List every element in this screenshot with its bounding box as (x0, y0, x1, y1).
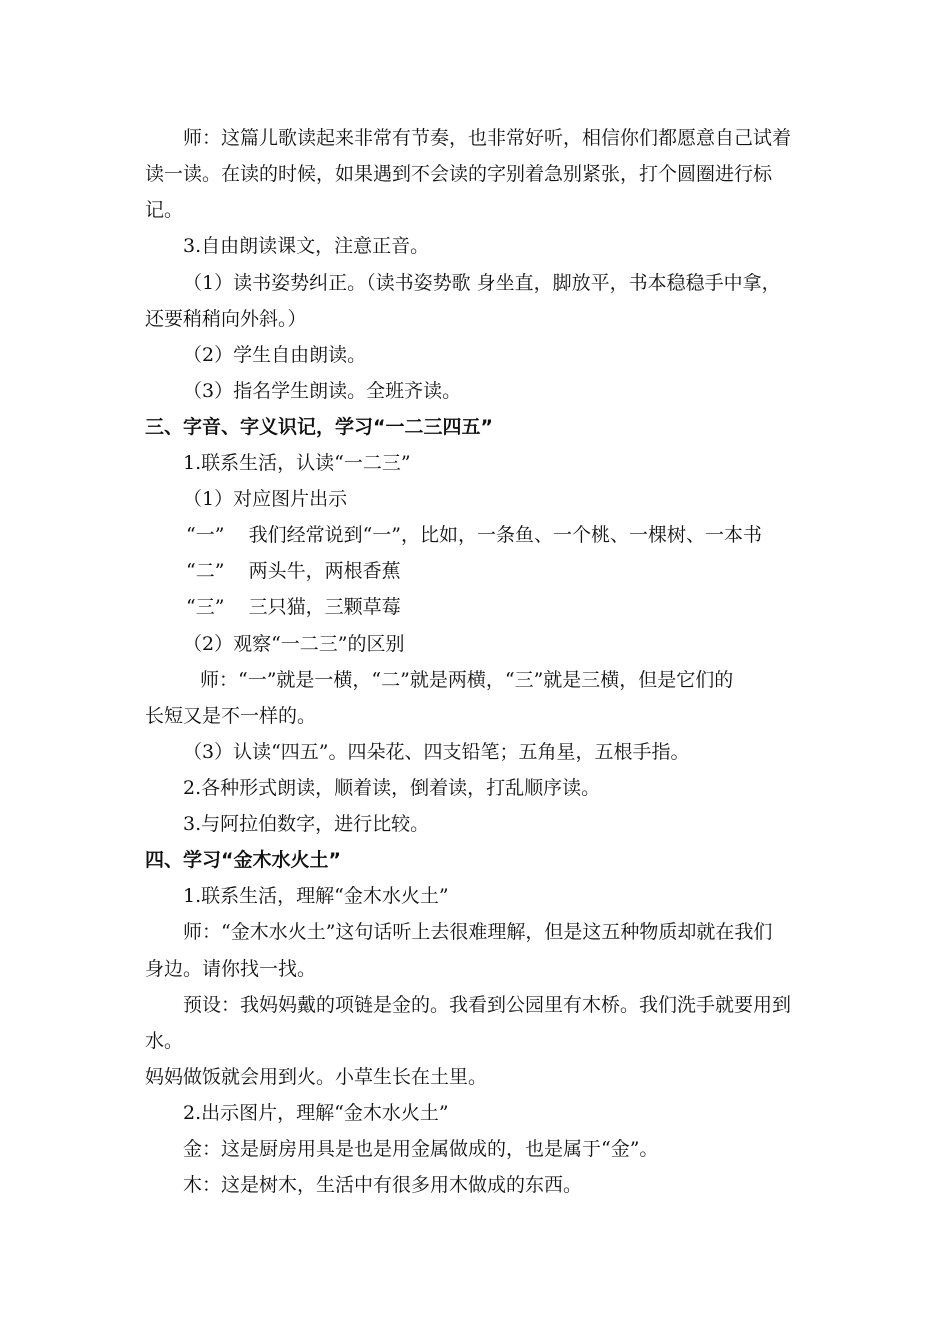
section-heading: 三、字音、字义识记，学习“一二三四五” (145, 416, 493, 438)
paragraph-line: 还要稍稍向外斜。） (145, 308, 307, 330)
paragraph-line: （1）对应图片出示 (183, 488, 348, 510)
paragraph-line: 师：这篇儿歌读起来非常有节奏，也非常好听，相信你们都愿意自己试着 (183, 127, 792, 149)
paragraph-line: 3.与阿拉伯数字，进行比较。 (183, 813, 430, 835)
paragraph-line: “二” 两头牛，两根香蕉 (186, 560, 401, 582)
paragraph-line: 妈妈做饭就会用到火。小草生长在土里。 (145, 1066, 488, 1088)
paragraph-line: “三” 三只猫，三颗草莓 (186, 596, 401, 618)
paragraph-line: 记。 (145, 199, 184, 221)
paragraph-line: （3）指名学生朗读。全班齐读。 (183, 380, 462, 402)
paragraph-line: 1.联系生活，理解“金木水火土” (183, 885, 449, 907)
paragraph-line: 3.自由朗读课文，注意正音。 (183, 235, 430, 257)
paragraph-line: 长短又是不一样的。 (145, 705, 317, 727)
paragraph-line: 预设：我妈妈戴的项链是金的。我看到公园里有木桥。我们洗手就要用到 (183, 994, 792, 1016)
paragraph-line: 木：这是树木，生活中有很多用木做成的东西。 (183, 1174, 583, 1196)
section-heading: 四、学习“金木水火土” (145, 849, 341, 871)
paragraph-line: 2.出示图片，理解“金木水火土” (183, 1102, 449, 1124)
paragraph-line: 读一读。在读的时候，如果遇到不会读的字别着急别紧张，打个圆圈进行标 (145, 163, 773, 185)
paragraph-line: 师：“金木水火土”这句话听上去很难理解，但是这五种物质却就在我们 (183, 921, 773, 943)
paragraph-line: 1.联系生活，认读“一二三” (183, 452, 411, 474)
paragraph-line: （2）观察“一二三”的区别 (183, 633, 405, 655)
paragraph-line: 2.各种形式朗读，顺着读，倒着读，打乱顺序读。 (183, 777, 601, 799)
paragraph-line: 师：“一”就是一横，“二”就是两横，“三”就是三横，但是它们的 (200, 669, 734, 691)
paragraph-line: （3）认读“四五”。四朵花、四支铅笔；五角星，五根手指。 (183, 741, 690, 763)
paragraph-line: 身边。请你找一找。 (145, 958, 317, 980)
paragraph-line: 金：这是厨房用具是也是用金属做成的，也是属于“金”。 (183, 1138, 659, 1160)
paragraph-line: “一” 我们经常说到“一”，比如，一条鱼、一个桃、一棵树、一本书 (186, 524, 763, 546)
paragraph-line: 水。 (145, 1030, 184, 1052)
paragraph-line: （1）读书姿势纠正。（读书姿势歌 身坐直，脚放平，书本稳稳手中拿， (183, 272, 781, 294)
paragraph-line: （2）学生自由朗读。 (183, 344, 367, 366)
